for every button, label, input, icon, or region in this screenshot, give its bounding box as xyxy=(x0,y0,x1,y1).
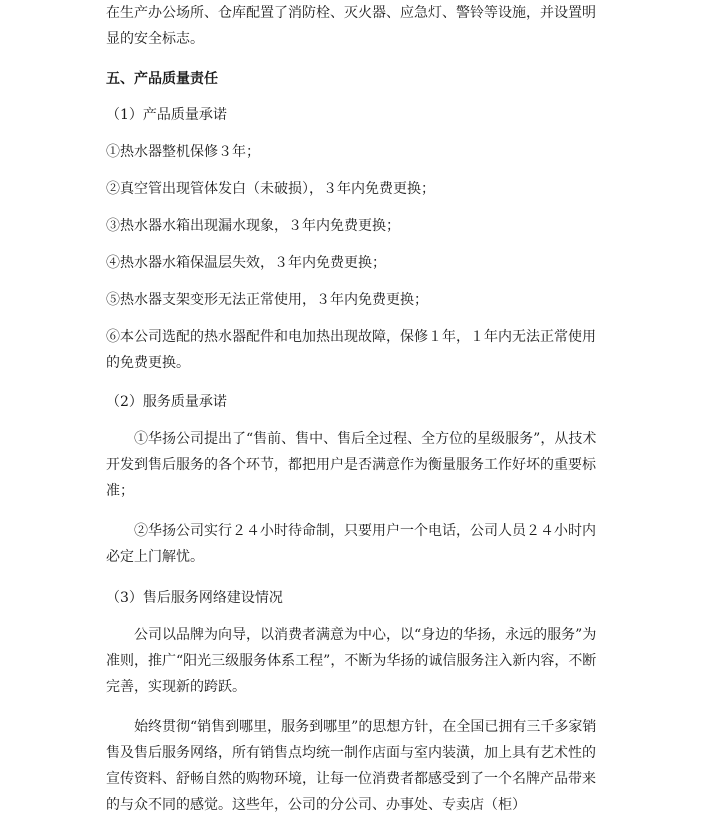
promise-item-1: ①热水器整机保修３年； xyxy=(106,144,260,160)
service-promise-2: ②华扬公司实行２４小时待命制，只要用户一个电话，公司人员２４小时内必定上门解忧。 xyxy=(106,523,596,565)
subheading-service-quality-promise: （2）服务质量承诺 xyxy=(106,394,227,410)
network-paragraph-1: 公司以品牌为向导，以消费者满意为中心，以“身边的华扬，永远的服务”为准则，推广“阳光三级服务体系工程”，不断为华扬的诚信服务注入新内容，不断完善，实现新的跨跃。 xyxy=(106,627,597,695)
network-paragraph-2: 始终贯彻“销售到哪里，服务到哪里”的思想方针，在全国已拥有三千多家销售及售后服务网络，所有销售点均统一制作店面与室内装潢，加上具有艺术性的宣传资料、舒畅自然的购物环境，让每一位消费者都感受到了一个名牌产品带来的与众不同的感觉。这些年，公司的分公司、办事处、专卖店（柜） xyxy=(106,719,597,813)
promise-item-3: ③热水器水箱出现漏水现象，３年内免费更换； xyxy=(106,218,400,234)
intro-paragraph: 在生产办公场所、仓库配置了消防栓、灭火器、应急灯、警铃等设施，并设置明显的安全标志。 xyxy=(106,5,596,47)
promise-item-2: ②真空管出现管体发白（未破损），３年内免费更换； xyxy=(106,181,435,197)
section-heading-product-quality: 五、产品质量责任 xyxy=(106,71,218,87)
subheading-product-quality-promise: （1）产品质量承诺 xyxy=(106,107,227,123)
promise-item-5: ⑤热水器支架变形无法正常使用，３年内免费更换； xyxy=(106,292,428,308)
subheading-service-network: （3）售后服务网络建设情况 xyxy=(106,590,283,606)
promise-item-4: ④热水器水箱保温层失效，３年内免费更换； xyxy=(106,255,386,271)
service-promise-1: ①华扬公司提出了“售前、售中、售后全过程、全方位的星级服务”，从技术开发到售后服务的各个环节，都把用户是否满意作为衡量服务工作好坏的重要标准； xyxy=(106,431,597,499)
promise-item-6: ⑥本公司选配的热水器配件和电加热出现故障，保修１年，１年内无法正常使用的免费更换。 xyxy=(106,329,596,371)
